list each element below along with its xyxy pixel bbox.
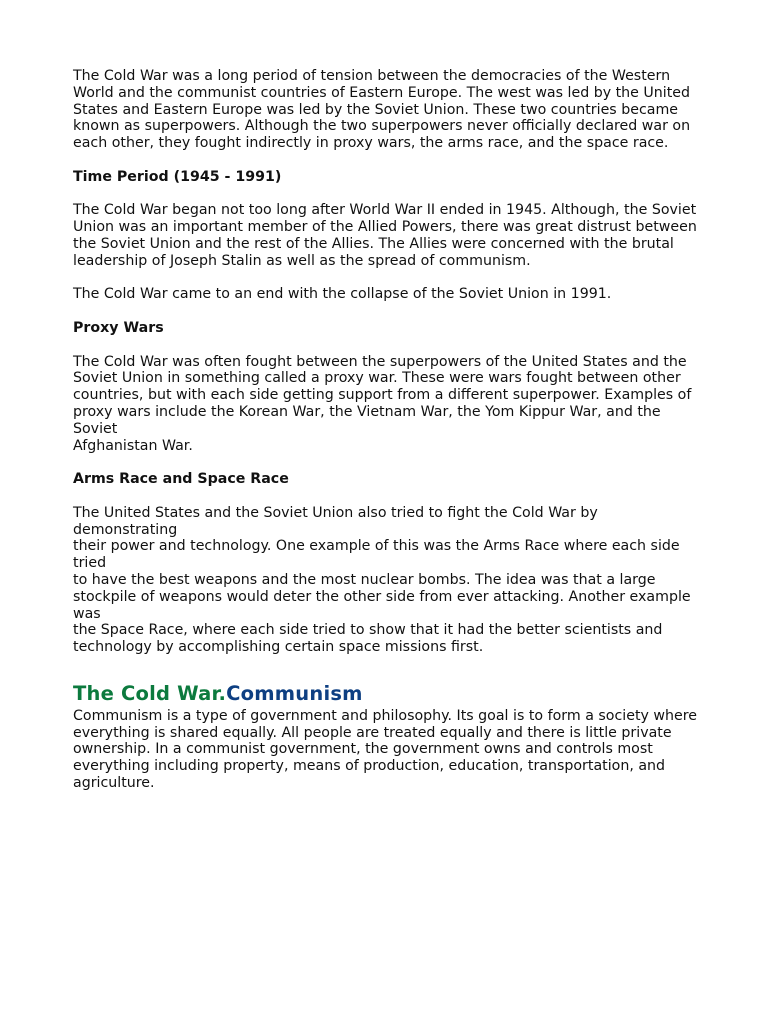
section-title-part-1: The Cold War. [73, 681, 227, 705]
communism-section-title [73, 682, 703, 706]
time-period-paragraph-1: The Cold War began not too long after World War II ended in 1945. Although, the Soviet Union was an important member of the Allied Powers, there was great distrust between the Soviet Union and the rest of the Allies. The Allies were concerned with the brutal leadership of Joseph Stalin as well as the spread of communism. [73, 202, 697, 269]
communism-paragraph: Communism is a type of government and philosophy. Its goal is to form a society where everything is shared equally. All people are treated equally and there is little private ownership. In a communist government, the government owns and controls most everything including property, means of production, education, transportation, and agriculture. [73, 707, 697, 792]
proxy-wars-paragraph: The Cold War was often fought between the superpowers of the United States and the Soviet Union in something called a proxy war. These were wars fought between other countries, but with each side getting support from a different superpower. Examples of proxy wars include the Korean War, the Vietnam War, the Yom Kippur War, and the Soviet Afghanistan War. [73, 353, 692, 454]
intro-paragraph: The Cold War was a long period of tension between the democracies of the Western World and the communist countries of Eastern Europe. The west was led by the United States and Eastern Europe was led by the Soviet Union. These two countries became known as superpowers. Although the two superpowers never officially declared war on each other, they fought indirectly in proxy wars, the arms race, and the space race. [73, 68, 691, 152]
arms-race-heading: Arms Race and Space Race [73, 471, 289, 488]
document-page [73, 68, 703, 809]
proxy-wars-heading: Proxy Wars [73, 319, 164, 336]
section-title-part-2: Communism [226, 681, 363, 705]
time-period-paragraph-2: The Cold War came to an end with the collapse of the Soviet Union in 1991. [73, 286, 612, 303]
arms-race-paragraph: The United States and the Soviet Union also tried to fight the Cold War by demonstrating their power and technology. One example of this was the Arms Race where each side tried to have the best weapons and the most nuclear bombs. The idea was that a large stockpile of weapons would deter the other side from ever attacking. Another example was the Space Race, where each side tried to show that it had the better scientists and technology by accomplishing certain space missions first. [73, 504, 691, 656]
time-period-heading: Time Period (1945 - 1991) [73, 168, 282, 185]
